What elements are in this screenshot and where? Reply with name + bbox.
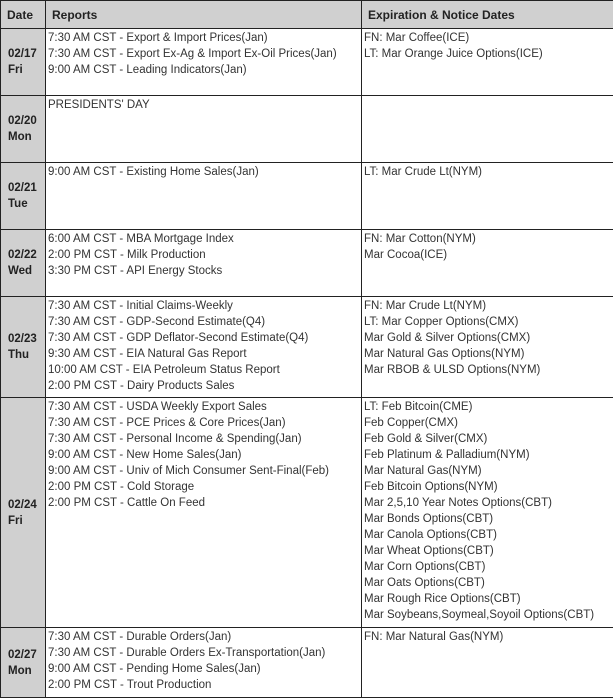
report-item: 7:30 AM CST - GDP Deflator-Second Estimate(Q4) xyxy=(48,330,361,346)
table-row xyxy=(1,163,613,230)
report-item: 2:00 PM CST - Dairy Products Sales xyxy=(48,378,361,394)
report-item: 7:30 AM CST - Export & Import Prices(Jan) xyxy=(48,30,361,46)
date-value: 02/21 xyxy=(8,180,45,196)
expirations-cell xyxy=(362,96,613,163)
expiration-item: FN: Mar Crude Lt(NYM) xyxy=(364,298,613,314)
expiration-item: LT: Feb Bitcoin(CME) xyxy=(364,399,613,415)
report-item: 7:30 AM CST - Export Ex-Ag & Import Ex-Oil Prices(Jan) xyxy=(48,46,361,62)
expirations-cell xyxy=(362,163,613,230)
expiration-item: LT: Mar Orange Juice Options(ICE) xyxy=(364,46,613,62)
report-item: 7:30 AM CST - USDA Weekly Export Sales xyxy=(48,399,361,415)
expiration-item: Feb Bitcoin Options(NYM) xyxy=(364,479,613,495)
header-row xyxy=(1,1,613,29)
expirations-cell xyxy=(362,398,613,628)
expiration-item: Mar Soybeans,Soymeal,Soyoil Options(CBT) xyxy=(364,607,613,623)
date-value: 02/24 xyxy=(8,497,45,513)
date-value: 02/17 xyxy=(8,46,45,62)
expiration-item: LT: Mar Copper Options(CMX) xyxy=(364,314,613,330)
date-value: 02/23 xyxy=(8,331,45,347)
report-item: 9:00 AM CST - New Home Sales(Jan) xyxy=(48,447,361,463)
day-of-week: Fri xyxy=(8,62,45,78)
expiration-item: FN: Mar Coffee(ICE) xyxy=(364,30,613,46)
table-row xyxy=(1,398,613,628)
expiration-item: Mar Canola Options(CBT) xyxy=(364,527,613,543)
report-item: 7:30 AM CST - GDP-Second Estimate(Q4) xyxy=(48,314,361,330)
header-reports: Reports xyxy=(46,1,362,29)
expiration-item: FN: Mar Natural Gas(NYM) xyxy=(364,629,613,645)
report-item: 7:30 AM CST - Durable Orders Ex-Transportation(Jan) xyxy=(48,645,361,661)
report-item: 7:30 AM CST - PCE Prices & Core Prices(Jan) xyxy=(48,415,361,431)
expiration-item: Mar Cocoa(ICE) xyxy=(364,247,613,263)
day-of-week: Thu xyxy=(8,347,45,363)
reports-cell xyxy=(46,230,362,297)
table-row xyxy=(1,96,613,163)
report-item: 2:00 PM CST - Milk Production xyxy=(48,247,361,263)
reports-cell xyxy=(46,96,362,163)
expiration-item: Mar Rough Rice Options(CBT) xyxy=(364,591,613,607)
report-item: 2:00 PM CST - Cold Storage xyxy=(48,479,361,495)
expiration-item: FN: Mar Cotton(NYM) xyxy=(364,231,613,247)
date-cell xyxy=(1,230,46,297)
expiration-item: Mar Natural Gas(NYM) xyxy=(364,463,613,479)
header-date: Date xyxy=(1,1,46,29)
day-of-week: Mon xyxy=(8,663,45,679)
date-cell xyxy=(1,163,46,230)
report-item: 7:30 AM CST - Durable Orders(Jan) xyxy=(48,629,361,645)
reports-cell xyxy=(46,163,362,230)
expiration-item: Feb Platinum & Palladium(NYM) xyxy=(364,447,613,463)
date-cell xyxy=(1,628,46,698)
expiration-item: LT: Mar Crude Lt(NYM) xyxy=(364,164,613,180)
expirations-cell xyxy=(362,230,613,297)
reports-cell xyxy=(46,628,362,698)
report-item: 7:30 AM CST - Personal Income & Spending(Jan) xyxy=(48,431,361,447)
date-value: 02/20 xyxy=(8,113,45,129)
day-of-week: Fri xyxy=(8,513,45,529)
table-row xyxy=(1,230,613,297)
date-cell xyxy=(1,297,46,398)
header-expiration: Expiration & Notice Dates xyxy=(362,1,613,29)
report-item: 9:00 AM CST - Existing Home Sales(Jan) xyxy=(48,164,361,180)
expirations-cell xyxy=(362,29,613,96)
expiration-item: Mar Oats Options(CBT) xyxy=(364,575,613,591)
expiration-item: Mar Natural Gas Options(NYM) xyxy=(364,346,613,362)
report-item: 3:30 PM CST - API Energy Stocks xyxy=(48,263,361,279)
report-item: 9:30 AM CST - EIA Natural Gas Report xyxy=(48,346,361,362)
date-cell xyxy=(1,398,46,628)
day-of-week: Mon xyxy=(8,129,45,145)
expiration-item: Mar RBOB & ULSD Options(NYM) xyxy=(364,362,613,378)
report-item: 2:00 PM CST - Cattle On Feed xyxy=(48,495,361,511)
report-item: 9:00 AM CST - Univ of Mich Consumer Sent-Final(Feb) xyxy=(48,463,361,479)
date-value: 02/22 xyxy=(8,247,45,263)
table-row xyxy=(1,628,613,698)
date-cell xyxy=(1,29,46,96)
day-of-week: Tue xyxy=(8,196,45,212)
table-row xyxy=(1,297,613,398)
expiration-item: Mar Wheat Options(CBT) xyxy=(364,543,613,559)
expirations-cell xyxy=(362,297,613,398)
report-item: PRESIDENTS' DAY xyxy=(48,97,361,113)
reports-cell xyxy=(46,398,362,628)
report-item: 6:00 AM CST - MBA Mortgage Index xyxy=(48,231,361,247)
expiration-item: Mar 2,5,10 Year Notes Options(CBT) xyxy=(364,495,613,511)
date-value: 02/27 xyxy=(8,647,45,663)
expiration-item: Mar Corn Options(CBT) xyxy=(364,559,613,575)
report-item: 7:30 AM CST - Initial Claims-Weekly xyxy=(48,298,361,314)
reports-cell xyxy=(46,297,362,398)
report-item: 9:00 AM CST - Pending Home Sales(Jan) xyxy=(48,661,361,677)
report-item: 2:00 PM CST - Trout Production xyxy=(48,677,361,693)
expiration-item: Mar Bonds Options(CBT) xyxy=(364,511,613,527)
table-row xyxy=(1,29,613,96)
expiration-item: Mar Gold & Silver Options(CMX) xyxy=(364,330,613,346)
report-item: 9:00 AM CST - Leading Indicators(Jan) xyxy=(48,62,361,78)
expiration-item: Feb Copper(CMX) xyxy=(364,415,613,431)
report-item: 10:00 AM CST - EIA Petroleum Status Report xyxy=(48,362,361,378)
expirations-cell xyxy=(362,628,613,698)
date-cell xyxy=(1,96,46,163)
day-of-week: Wed xyxy=(8,263,45,279)
expiration-item: Feb Gold & Silver(CMX) xyxy=(364,431,613,447)
reports-cell xyxy=(46,29,362,96)
